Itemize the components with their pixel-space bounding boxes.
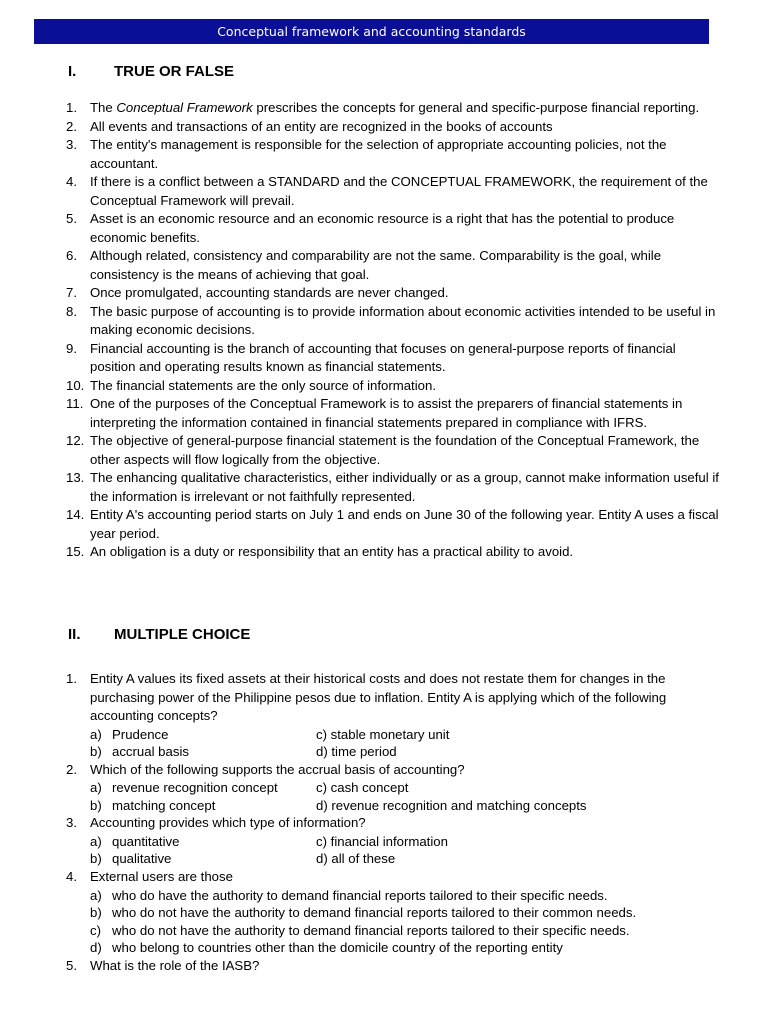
section-1-heading: TRUE OR FALSE xyxy=(114,63,235,80)
options xyxy=(90,779,721,814)
true-false-list xyxy=(66,99,721,562)
list-item: 3. The entity's management is responsible for the selection of appropriate accounting policies, not the accountant. xyxy=(66,137,667,171)
header-banner: Conceptual framework and accounting standards xyxy=(34,19,709,44)
section-2-roman: II. xyxy=(68,626,81,643)
option-c: c) who do not have the authority to demand financial reports tailored to their specific needs. xyxy=(90,922,630,938)
option-b: b) accrual basis xyxy=(90,744,189,760)
question-text: What is the role of the IASB? xyxy=(90,957,260,973)
option-a: a) revenue recognition concept xyxy=(90,780,278,796)
list-item: 9. Financial accounting is the branch of accounting that focuses on general-purpose reports of financial position and operating results known as financial statements. xyxy=(66,340,676,374)
options xyxy=(90,726,721,761)
list-item: 14. Entity A's accounting period starts on July 1 and ends on June 30 of the following year. Entity A uses a fiscal year period. xyxy=(66,507,719,541)
list-item: 11. One of the purposes of the Conceptual Framework is to assist the preparers of financial statements in interpreting the information contained in financial statements prepared in compliance with IFRS. xyxy=(66,396,683,430)
options xyxy=(90,833,721,868)
option-c: c) financial information xyxy=(316,833,448,849)
option-b: b) who do not have the authority to demand financial reports tailored to their common needs. xyxy=(90,905,637,921)
multiple-choice-list xyxy=(66,670,721,975)
list-item: 2. All events and transactions of an entity are recognized in the books of accounts xyxy=(66,118,553,134)
section-1-title xyxy=(68,63,234,80)
list-item: 7. Once promulgated, accounting standards are never changed. xyxy=(66,285,449,300)
question-2: 2. Which of the following supports the accrual basis of accounting? a) revenue recognition concept c) cash concept b) matching concept d) revenue recognition and matching concepts xyxy=(66,761,721,815)
list-item: 5. Asset is an economic resource and an economic resource is a right that has the potential to produce economic benefits. xyxy=(66,211,675,245)
question-1: 1. Entity A values its fixed assets at their historical costs and does not restate them for changes in the purchasing power of the Philippine pesos due to inflation. Entity A is applying which of the following accounting concepts? a) Prudence c) stable monetary unit b) accrual basis d) time period xyxy=(66,670,721,761)
section-2-title xyxy=(68,626,250,643)
option-b: b) matching concept xyxy=(90,797,216,813)
list-item: 4. If there is a conflict between a STANDARD and the CONCEPTUAL FRAMEWORK, the requirement of the Conceptual Framework will prevail. xyxy=(66,174,708,208)
question-text: Entity A values its fixed assets at their historical costs and does not restate them for changes in the purchasing power of the Philippine pesos due to inflation. Entity A is applying which of the following accounting concepts? xyxy=(90,671,667,723)
list-item: 6. Although related, consistency and comparability are not the same. Comparability is the goal, while consistency is the means of achieving that goal. xyxy=(66,248,662,282)
option-d: d) who belong to countries other than the domicile country of the reporting entity xyxy=(90,940,563,956)
list-item: 8. The basic purpose of accounting is to provide information about economic activities intended to be useful in making economic decisions. xyxy=(66,303,716,337)
option-c: c) stable monetary unit xyxy=(316,726,450,742)
list-item: 10. The financial statements are the only source of information. xyxy=(66,377,436,393)
question-5: 5. What is the role of the IASB? xyxy=(66,957,721,976)
option-c: c) cash concept xyxy=(316,780,409,796)
list-item: 1. The Conceptual Framework prescribes the concepts for general and specific-purpose financial reporting. xyxy=(66,100,700,115)
section-1-roman: I. xyxy=(68,63,77,80)
option-a: a) Prudence xyxy=(90,726,169,742)
question-text: Which of the following supports the accrual basis of accounting? xyxy=(90,761,465,777)
list-item: 13. The enhancing qualitative characteristics, either individually or as a group, cannot make information useful if the information is irrelevant or not faithfully represented. xyxy=(66,470,719,504)
option-a: a) quantitative xyxy=(90,833,180,849)
option-a: a) who do have the authority to demand financial reports tailored to their specific needs. xyxy=(90,887,608,903)
question-text: Accounting provides which type of information? xyxy=(90,815,366,831)
question-text: External users are those xyxy=(90,869,233,885)
question-3: 3. Accounting provides which type of information? a) quantitative c) financial information b) qualitative d) all of these xyxy=(66,814,721,868)
question-4: 4. External users are those a) who do have the authority to demand financial reports tailored to their specific needs. b) who do not have the authority to demand financial reports tailored to their common needs. c) who do not have the authority to demand financial reports tailored to their specific needs. d) who belong to countries other than the domicile country of the reporting entity xyxy=(66,868,721,957)
list-item: 15. An obligation is a duty or responsibility that an entity has a practical ability to avoid. xyxy=(66,544,574,559)
option-b: b) qualitative xyxy=(90,851,172,867)
option-d: d) revenue recognition and matching concepts xyxy=(316,797,587,813)
section-2-heading: MULTIPLE CHOICE xyxy=(114,626,251,643)
option-d: d) all of these xyxy=(316,851,396,867)
option-d: d) time period xyxy=(316,744,397,760)
list-item: 12. The objective of general-purpose financial statement is the foundation of the Conceptual Framework, the other aspects will flow logically from the objective. xyxy=(66,433,700,467)
